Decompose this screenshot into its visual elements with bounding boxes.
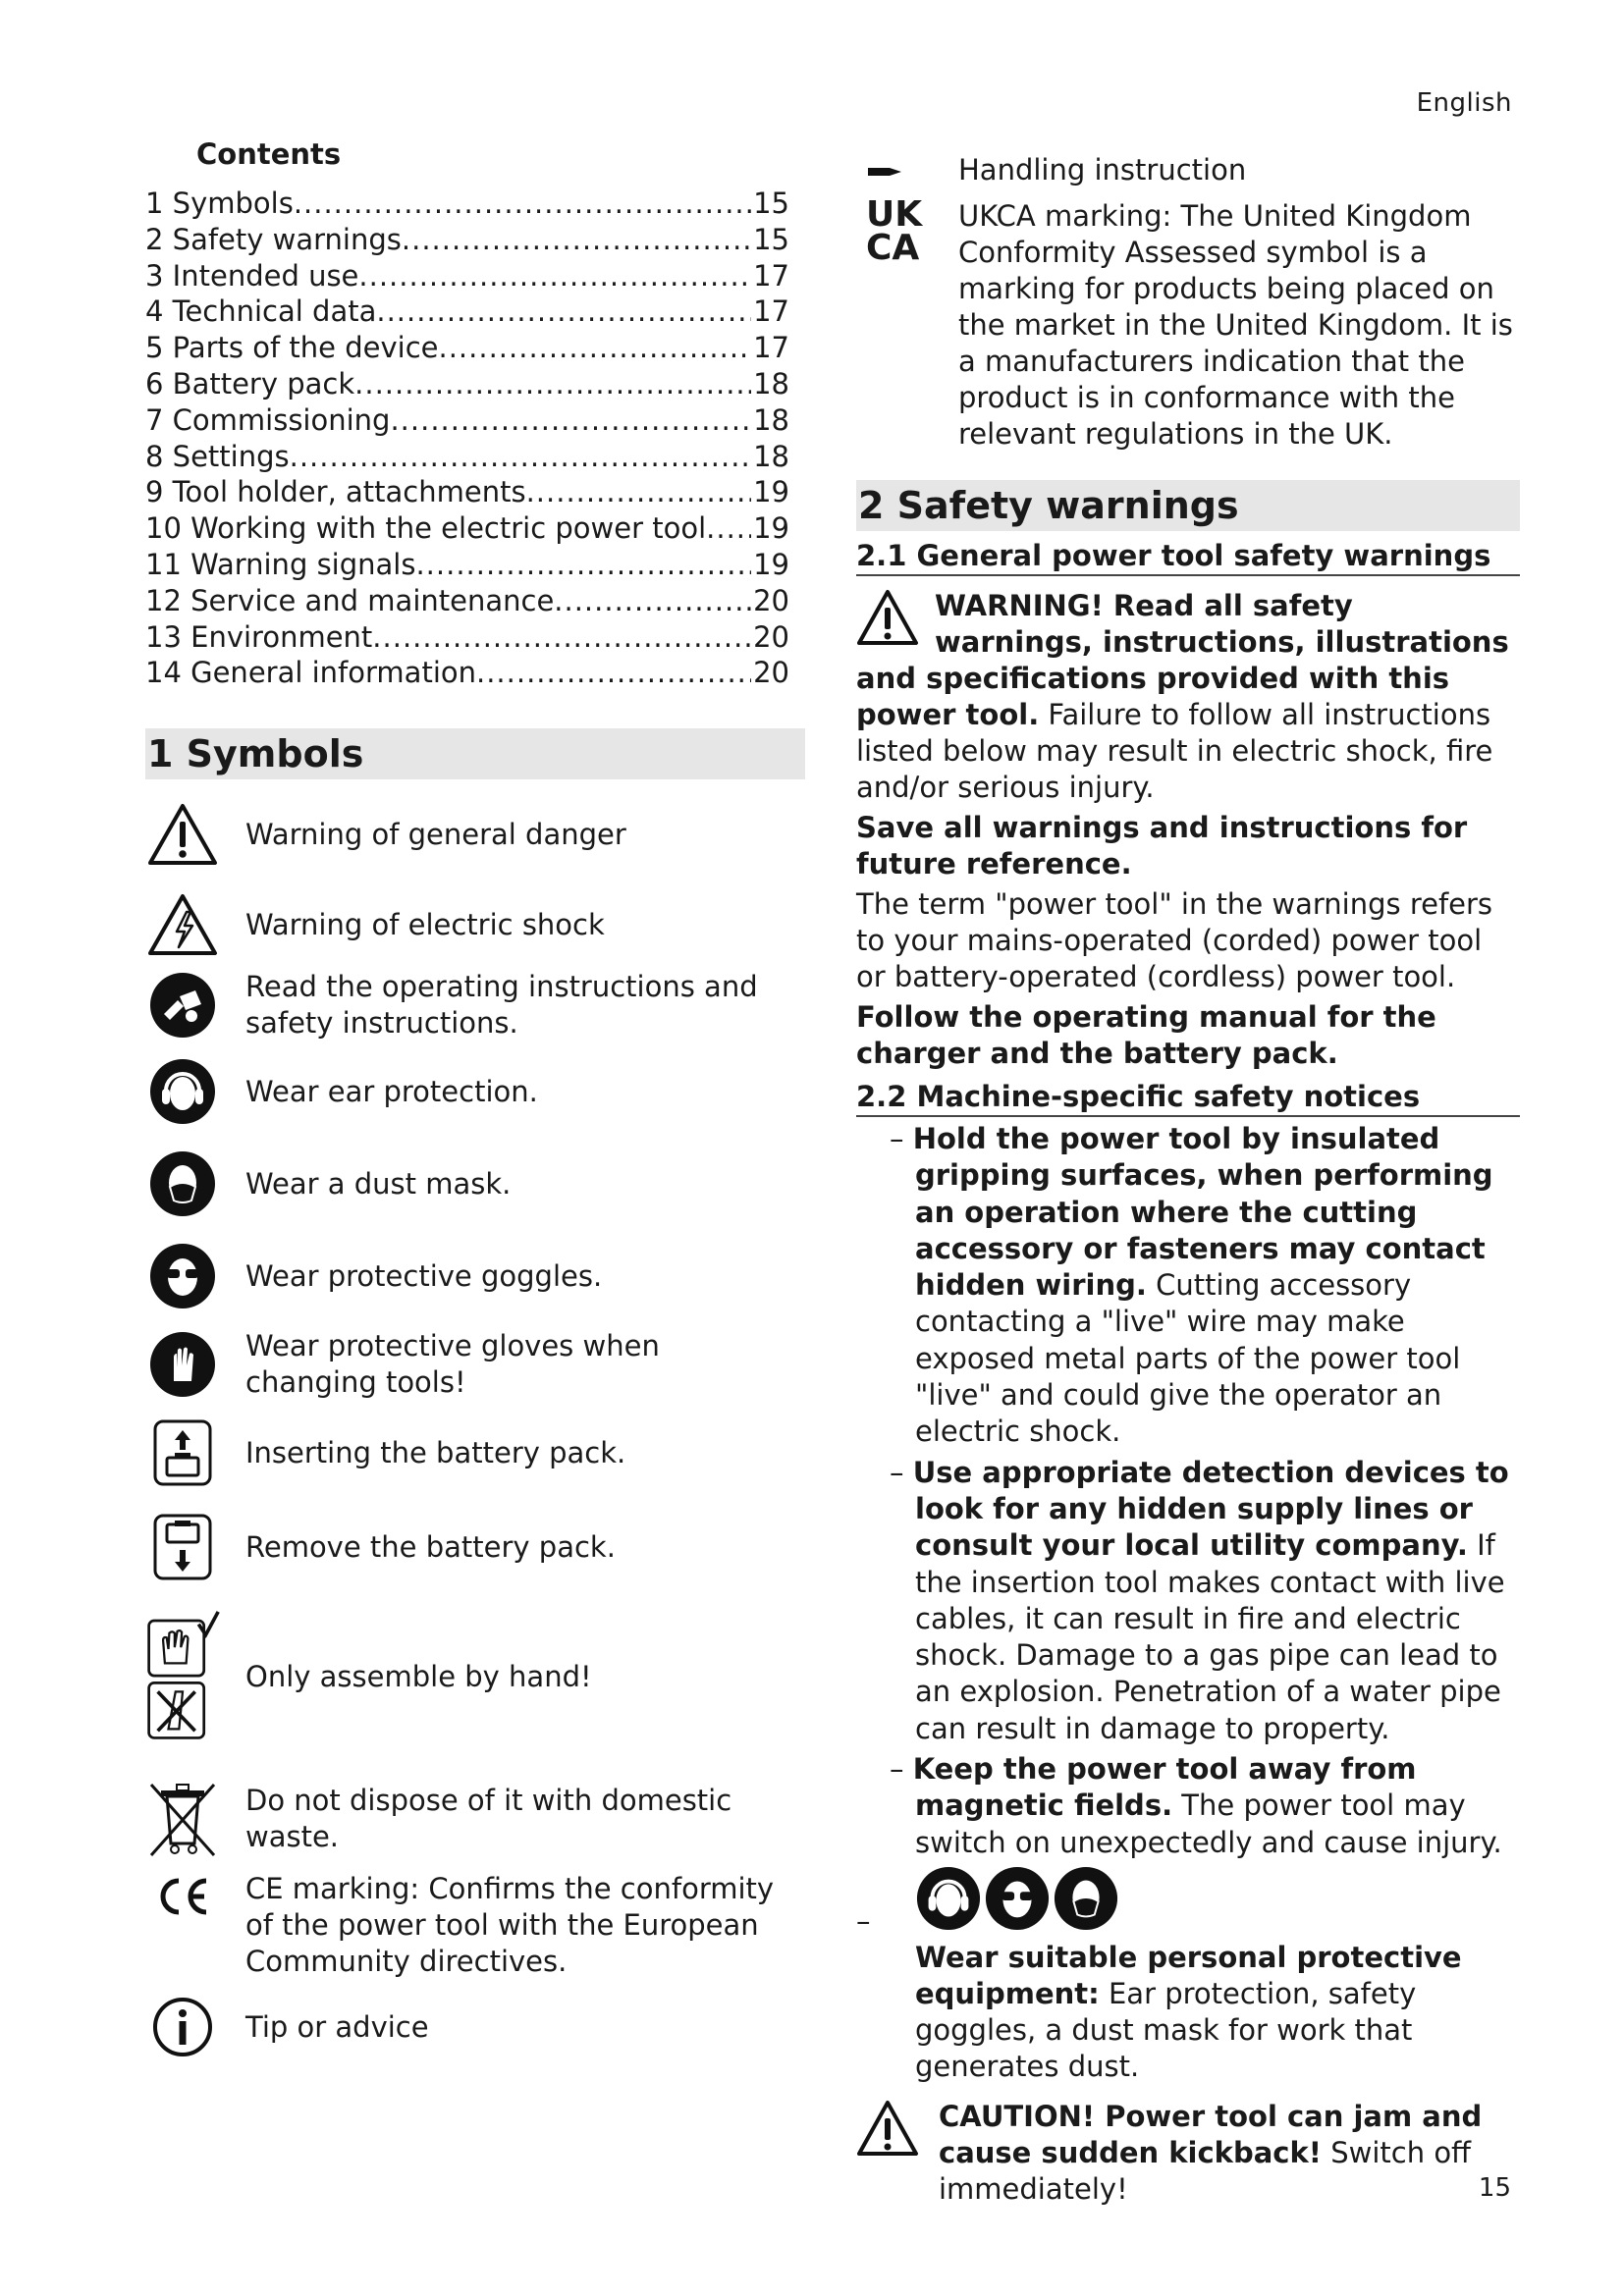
toc-leader	[526, 474, 752, 510]
toc-label: 5 Parts of the device	[145, 331, 439, 365]
toc-leader	[438, 330, 751, 366]
toc-page: 18	[753, 402, 789, 437]
toc-entry	[145, 366, 789, 402]
toc-page: 19	[753, 511, 789, 546]
toc-entry	[145, 510, 789, 547]
toc-leader	[706, 510, 751, 547]
contents-title: Contents	[196, 137, 342, 171]
toc-label: 2 Safety warnings	[145, 222, 402, 256]
toc-entry	[145, 655, 789, 691]
bullet-bold: Hold the power tool by insulated gripping surfaces, when performing an operation where the cutting accessory or fasteners may contact hidden wiring.	[912, 1122, 1493, 1303]
handling-text: Handling instruction	[958, 153, 1247, 187]
ear-protection-icon	[915, 1865, 982, 1932]
symbol-text: Inserting the battery pack.	[245, 1435, 626, 1469]
warning-triangle-icon	[145, 802, 220, 867]
left-column	[145, 137, 805, 2059]
symbol-text: Warning of electric shock	[245, 907, 605, 941]
toc-page: 20	[753, 619, 789, 654]
language-label: English	[1416, 88, 1512, 118]
toc-entry	[145, 619, 789, 656]
ce-mark-icon	[145, 1871, 220, 1916]
list-item	[145, 799, 805, 870]
toc-page: 17	[753, 258, 789, 293]
toc-leader	[554, 583, 751, 619]
list-item	[856, 194, 1520, 453]
ukca-text: UKCA marking: The United Kingdom Conformity Assessed symbol is a marking for products being placed on the market in the United Kingdom. It is a manufacturers indication that the product is in conformance with the relevant regulations in the UK.	[958, 199, 1513, 451]
caution-paragraph	[856, 2099, 1520, 2208]
battery-remove-icon	[145, 1513, 220, 1581]
toc-leader	[358, 258, 751, 294]
list-item	[145, 968, 805, 1042]
table-of-contents	[145, 186, 805, 691]
symbol-text: Wear a dust mask.	[245, 1166, 512, 1201]
list-item	[145, 1779, 805, 1859]
list-item	[856, 1455, 1520, 1747]
toc-entry	[145, 402, 789, 439]
safety-bullets	[856, 1121, 1520, 1861]
symbol-text: Tip or advice	[245, 2009, 429, 2044]
warning-bold: WARNING! Read all safety warnings, instructions, illustrations and specifications provided with this power tool.	[856, 589, 1509, 731]
save-instructions: Save all warnings and instructions for future reference.	[856, 811, 1468, 881]
toc-page: 19	[753, 475, 789, 509]
arrow-right-icon	[856, 152, 958, 183]
toc-page: 20	[753, 583, 789, 617]
ppe-icons	[915, 1865, 1520, 1932]
list-item	[145, 1604, 805, 1749]
symbol-text: Wear protective goggles.	[245, 1258, 603, 1293]
bullet-bold: Keep the power tool away from magnetic fields.	[912, 1752, 1417, 1823]
toc-page: 15	[753, 187, 789, 220]
toc-page: 19	[753, 547, 789, 581]
ppe-item	[856, 1865, 1520, 2085]
toc-entry	[145, 294, 789, 330]
term-definition: The term "power tool" in the warnings refers to your mains-operated (corded) power tool or battery-operated (cordless) power tool.	[856, 887, 1493, 993]
list-item	[145, 1327, 805, 1402]
toc-page: 18	[753, 366, 789, 400]
safety-heading: 2 Safety warnings	[856, 480, 1520, 531]
warning-rest: Failure to follow all instructions listed below may result in electric shock, fire and/or serious injury.	[856, 698, 1493, 804]
list-item	[145, 1995, 805, 2059]
read-manual-icon	[145, 971, 220, 1040]
toc-entry	[145, 439, 789, 475]
toc-page: 17	[753, 331, 789, 365]
symbol-text: Read the operating instructions and safety instructions.	[245, 970, 758, 1041]
bullet-rest: The power tool may switch on unexpectedly and cause injury.	[915, 1789, 1502, 1859]
follow-manual: Follow the operating manual for the charger and the battery pack.	[856, 1000, 1436, 1070]
bullet-dash: –	[890, 1752, 913, 1787]
toc-label: 9 Tool holder, attachments	[145, 475, 526, 509]
toc-entry	[145, 583, 789, 619]
symbol-text: CE marking: Confirms the conformity of the power tool with the European Community directives.	[245, 1872, 775, 1979]
toc-page: 15	[753, 222, 789, 256]
list-item	[145, 1512, 805, 1582]
info-icon	[145, 1996, 220, 2058]
toc-page: 20	[753, 656, 789, 690]
toc-label: 4 Technical data	[145, 294, 377, 329]
machine-safety-heading: 2.2 Machine-specific safety notices	[856, 1080, 1520, 1117]
toc-label: 13 Environment	[145, 619, 373, 654]
no-domestic-waste-icon	[145, 1779, 220, 1859]
goggles-icon	[984, 1865, 1051, 1932]
toc-leader	[290, 439, 751, 475]
bullet-dash: –	[856, 1903, 871, 1938]
gloves-icon	[145, 1330, 220, 1399]
dust-mask-icon	[145, 1149, 220, 1218]
toc-leader	[390, 402, 751, 439]
toc-label: 7 Commissioning	[145, 402, 391, 437]
symbol-text: Do not dispose of it with domestic waste.	[245, 1784, 732, 1854]
bullet-bold: Use appropriate detection devices to look for any hidden supply lines or consult your local utility company.	[912, 1455, 1509, 1563]
symbol-text: Only assemble by hand!	[245, 1659, 592, 1693]
toc-entry	[145, 258, 789, 294]
toc-leader	[415, 547, 751, 583]
list-item	[856, 152, 1520, 188]
warning-triangle-icon	[856, 2099, 939, 2162]
toc-label: 10 Working with the electric power tool	[145, 511, 707, 546]
toc-label: 8 Settings	[145, 439, 290, 473]
toc-entry	[145, 547, 789, 583]
ppe-bold: Wear suitable personal protective equipment:	[915, 1940, 1462, 2010]
list-item	[145, 1056, 805, 1127]
toc-label: 14 General information	[145, 656, 476, 690]
general-safety-heading: 2.1 General power tool safety warnings	[856, 539, 1520, 576]
ukca-mark-icon: UK CA	[866, 194, 923, 268]
toc-label: 1 Symbols	[145, 187, 294, 220]
hand-assembly-icon	[145, 1603, 220, 1750]
toc-label: 11 Warning signals	[145, 547, 416, 581]
toc-leader	[354, 366, 751, 402]
symbols-list	[145, 799, 805, 2059]
list-item	[145, 889, 805, 960]
toc-leader	[402, 222, 751, 258]
toc-label: 12 Service and maintenance	[145, 583, 555, 617]
toc-entry	[145, 186, 789, 222]
battery-insert-icon	[145, 1418, 220, 1487]
warning-triangle-icon	[856, 588, 927, 651]
list-item	[856, 1121, 1520, 1451]
bullet-dash: –	[890, 1455, 913, 1489]
toc-page: 17	[753, 294, 789, 329]
warning-paragraph	[856, 588, 1520, 806]
toc-leader	[294, 186, 751, 222]
toc-page: 18	[753, 439, 789, 473]
toc-label: 3 Intended use	[145, 258, 359, 293]
toc-leader	[372, 619, 751, 656]
list-item	[145, 1871, 805, 1981]
goggles-icon	[145, 1242, 220, 1310]
ppe-rest: Ear protection, safety goggles, a dust mask for work that generates dust.	[915, 1976, 1417, 2083]
toc-entry	[145, 474, 789, 510]
list-item	[856, 1751, 1520, 1861]
toc-entry	[145, 222, 789, 258]
electric-shock-icon	[145, 892, 220, 957]
symbol-text: Wear protective gloves when changing tools!	[245, 1329, 660, 1400]
page-number: 15	[1478, 2173, 1511, 2203]
toc-entry	[145, 330, 789, 366]
list-item	[145, 1241, 805, 1311]
toc-leader	[376, 294, 751, 330]
ear-protection-icon	[145, 1057, 220, 1126]
caution-bold: CAUTION! Power tool can jam and cause sudden kickback!	[939, 2099, 1483, 2169]
symbol-text: Warning of general danger	[245, 817, 626, 851]
toc-leader	[476, 655, 751, 691]
dust-mask-icon	[1053, 1865, 1119, 1932]
bullet-rest: Cutting accessory contacting a "live" wire may make exposed metal parts of the power tool "live" and could give the operator an electric shock.	[915, 1268, 1461, 1449]
toc-label: 6 Battery pack	[145, 366, 355, 400]
list-item	[145, 1417, 805, 1488]
symbols-heading: 1 Symbols	[145, 728, 805, 779]
caution-rest: Switch off immediately!	[939, 2135, 1472, 2206]
bullet-dash: –	[890, 1122, 913, 1155]
bullet-rest: If the insertion tool makes contact with live cables, it can result in fire and electric shock. Damage to a gas pipe can lead to an explosion. Penetration of a water pipe can result in damage to property.	[915, 1528, 1505, 1745]
right-column	[856, 152, 1520, 2208]
symbol-text: Remove the battery pack.	[245, 1529, 616, 1564]
list-item	[145, 1148, 805, 1219]
symbol-text: Wear ear protection.	[245, 1074, 538, 1108]
